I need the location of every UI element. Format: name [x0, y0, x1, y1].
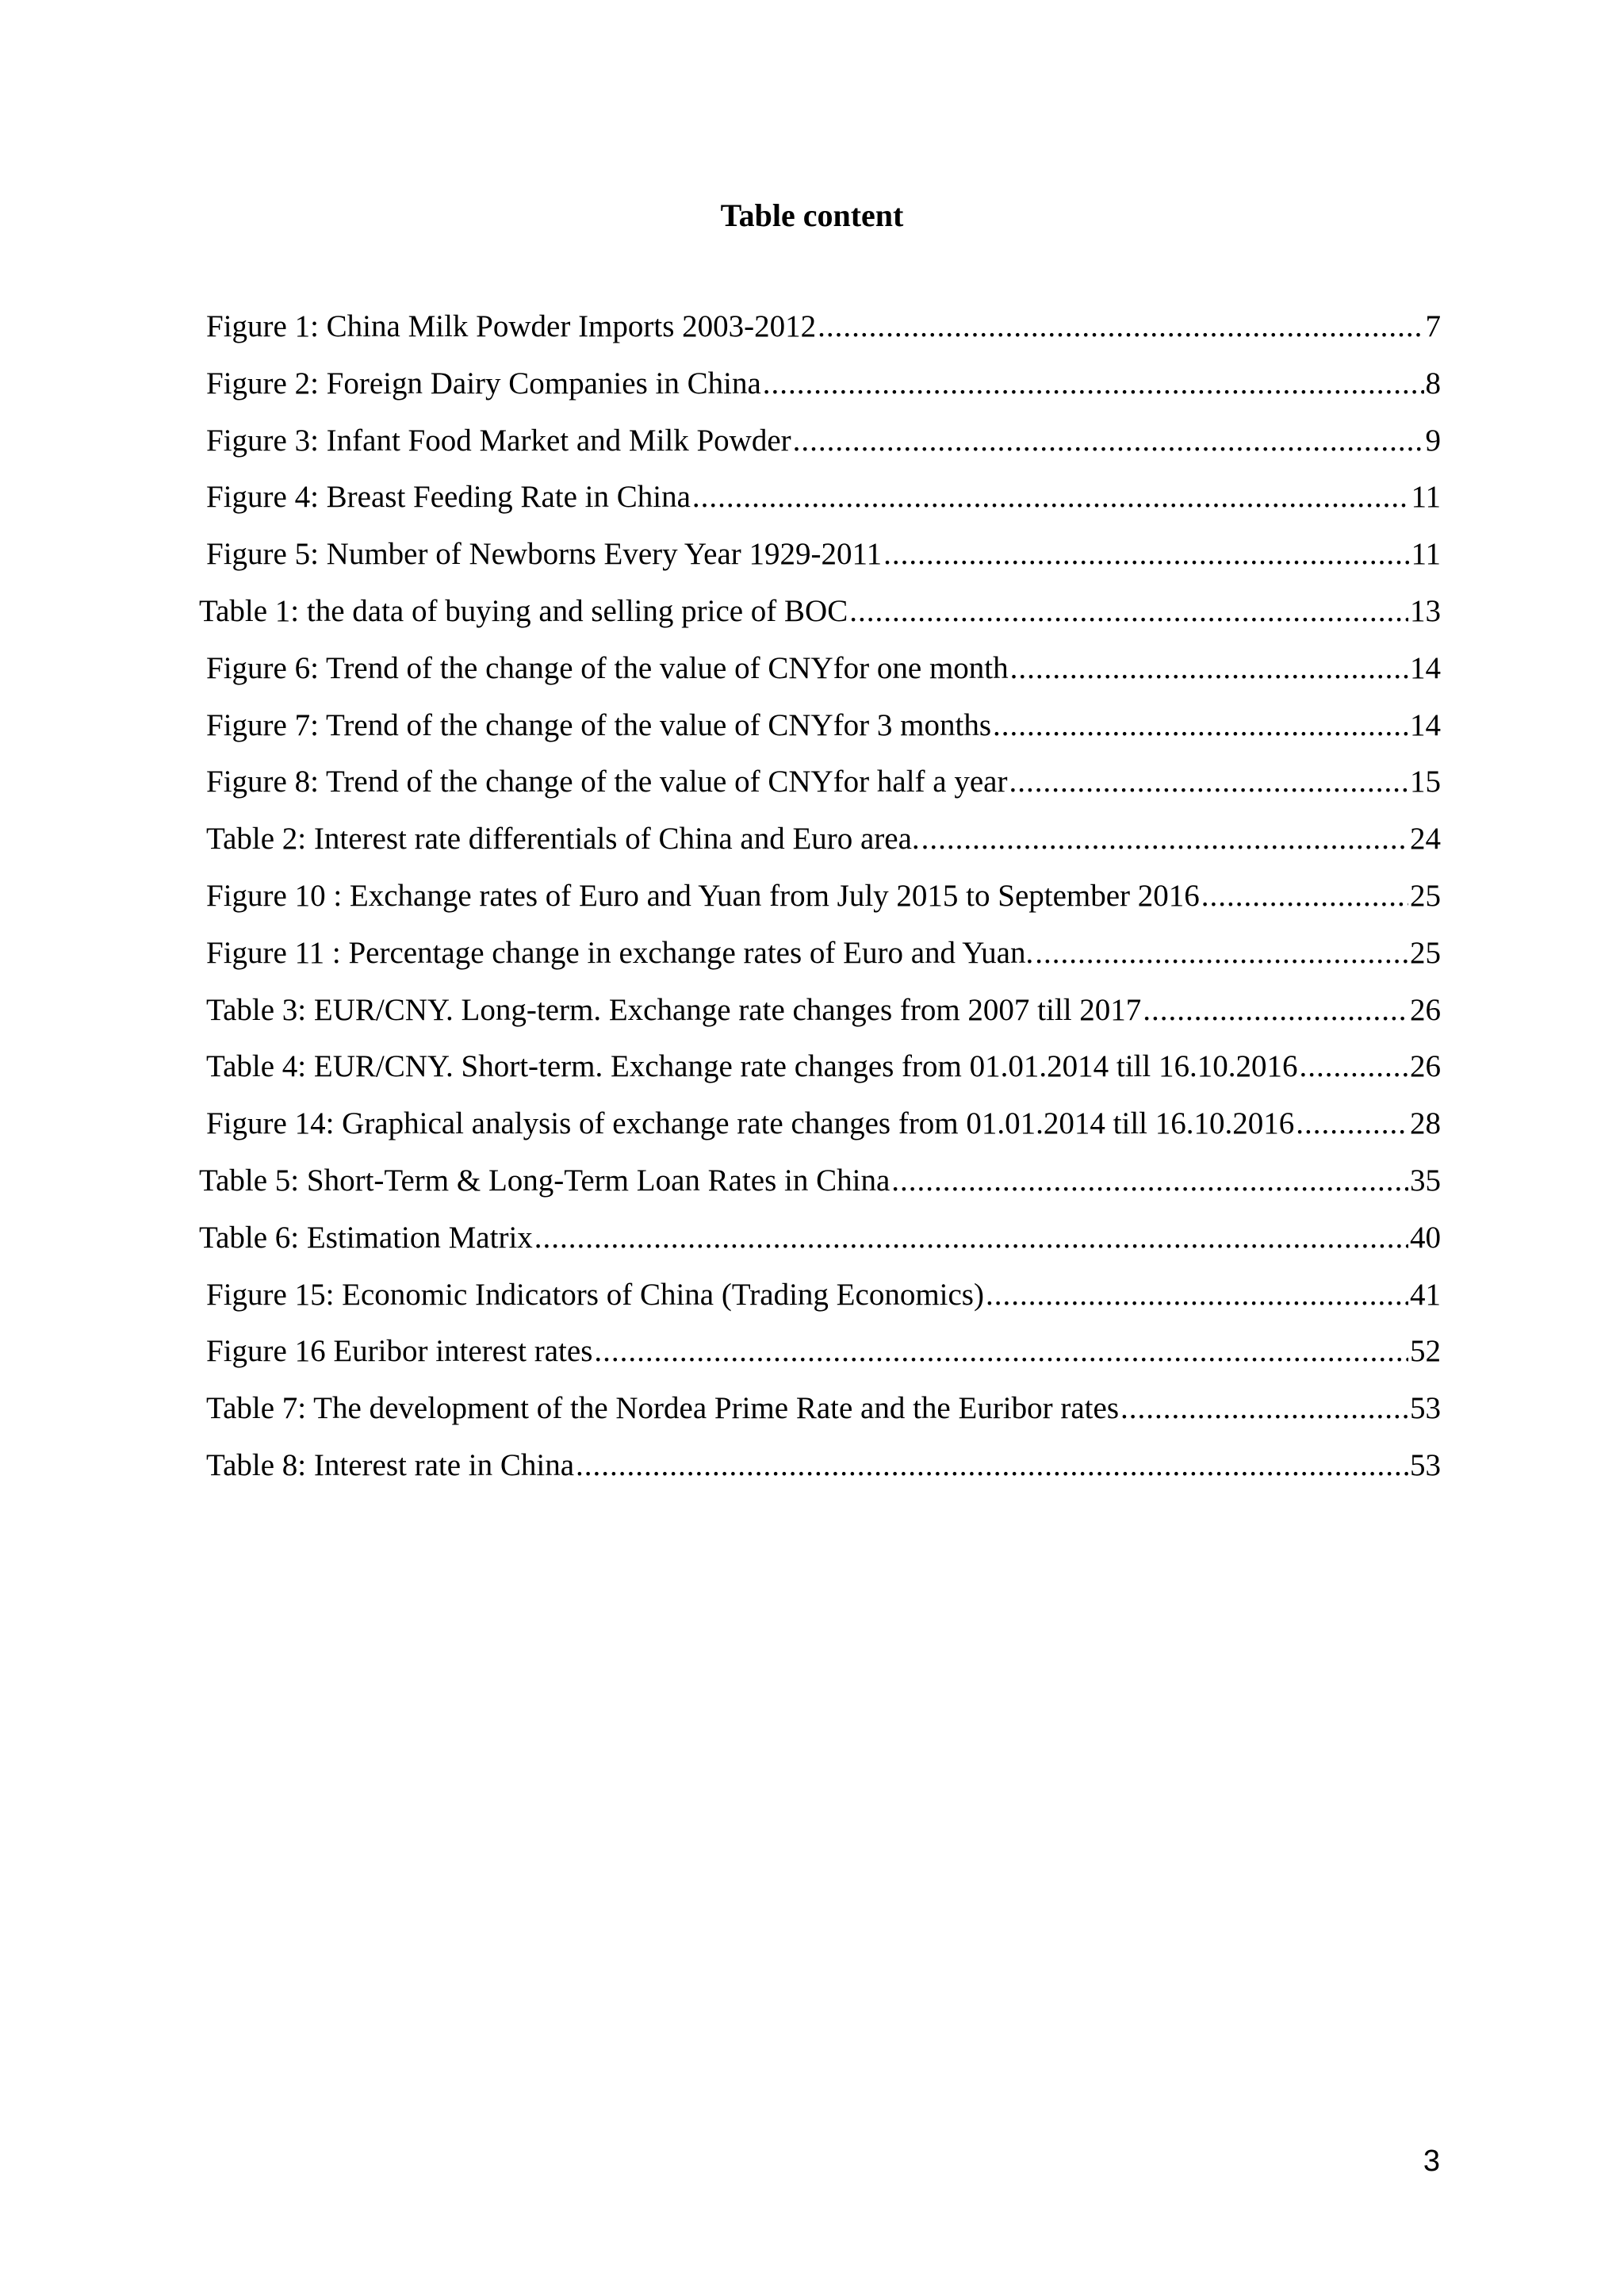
toc-entry-label: Table 8: Interest rate in China [206, 1447, 575, 1482]
toc-entry-row [206, 535, 1441, 573]
toc-entry-page-number: 25 [1410, 878, 1441, 913]
toc-entry-page-number: 26 [1410, 1049, 1441, 1084]
page-title: Table content [720, 197, 904, 233]
toc-dot-leader [1009, 763, 1408, 801]
toc-entry-row [206, 934, 1441, 972]
toc-entry-label: Figure 5: Number of Newborns Every Year 1929-2011 [206, 537, 883, 572]
toc-entry[interactable] [0, 1332, 1624, 1389]
toc-entry-label: Figure 4: Breast Feeding Rate in China [206, 480, 691, 515]
toc-entry-row [206, 1332, 1441, 1370]
toc-entry[interactable] [0, 478, 1624, 535]
toc-entry-label: Figure 10 : Exchange rates of Euro and Yuan from July 2015 to September 2016 [206, 878, 1200, 913]
toc-entry-page-number: 53 [1410, 1391, 1441, 1426]
toc-entry-page-number: 11 [1411, 537, 1441, 572]
toc-entry[interactable] [0, 650, 1624, 707]
toc-entry[interactable] [0, 934, 1624, 991]
toc-entry[interactable] [0, 1105, 1624, 1162]
toc-dot-leader [891, 1162, 1408, 1200]
toc-entry-row [206, 308, 1441, 346]
toc-dot-leader [1299, 1048, 1408, 1086]
toc-entry[interactable] [0, 1219, 1624, 1276]
toc-dot-leader [1143, 991, 1408, 1029]
toc-entry-page-number: 11 [1411, 480, 1441, 515]
toc-entry-page-number: 7 [1425, 309, 1441, 343]
toc-entry-label: Figure 7: Trend of the change of the value of CNYfor 3 months [206, 707, 992, 742]
toc-entry[interactable] [0, 1162, 1624, 1219]
toc-entry-row [206, 707, 1441, 745]
toc-entry-row [206, 650, 1441, 688]
toc-entry-page-number: 14 [1410, 650, 1441, 685]
toc-dot-leader [849, 592, 1408, 631]
toc-entry[interactable] [0, 1048, 1624, 1105]
toc-entry[interactable] [0, 1276, 1624, 1333]
toc-entry-row [206, 820, 1441, 858]
toc-entry[interactable] [0, 820, 1624, 877]
toc-dot-leader [1201, 877, 1408, 915]
toc-entry[interactable] [0, 308, 1624, 365]
toc-entry-label: Table 2: Interest rate differentials of China and Euro area. [206, 822, 920, 857]
toc-entry-label: Figure 1: China Milk Powder Imports 2003-2012 [206, 309, 817, 343]
toc-entry-label: Figure 14: Graphical analysis of exchange rate changes from 01.01.2014 till 16.10.2016 [206, 1106, 1295, 1141]
toc-entry-page-number: 35 [1410, 1163, 1441, 1198]
toc-dot-leader [793, 422, 1424, 460]
toc-entry[interactable] [0, 991, 1624, 1048]
toc-entry-row [206, 991, 1441, 1029]
toc-entry[interactable] [0, 365, 1624, 422]
toc-entry-page-number: 9 [1425, 423, 1441, 458]
toc-entry-page-number: 40 [1410, 1220, 1441, 1255]
toc-entry-page-number: 52 [1410, 1334, 1441, 1369]
toc-entry[interactable] [0, 535, 1624, 592]
toc-dot-leader [594, 1332, 1408, 1370]
toc-dot-leader [986, 1276, 1408, 1314]
toc-entry-label: Table 7: The development of the Nordea Prime Rate and the Euribor rates [206, 1391, 1119, 1426]
page-number: 3 [1423, 2145, 1440, 2178]
toc-entry-page-number: 28 [1410, 1106, 1441, 1141]
table-of-contents [0, 308, 1624, 1504]
toc-entry[interactable] [0, 877, 1624, 934]
toc-entry-row [206, 1276, 1441, 1314]
toc-dot-leader [763, 365, 1424, 403]
toc-entry-label: Table 6: Estimation Matrix [199, 1220, 533, 1255]
toc-dot-leader [921, 820, 1408, 858]
toc-entry-row [206, 1447, 1441, 1485]
toc-entry-row [199, 1219, 1441, 1257]
toc-entry-label: Table 4: EUR/CNY. Short-term. Exchange rate changes from 01.01.2014 till 16.10.2016 [206, 1049, 1298, 1084]
toc-entry-row [206, 1389, 1441, 1428]
toc-dot-leader [576, 1447, 1408, 1485]
toc-entry[interactable] [0, 763, 1624, 820]
toc-entry-page-number: 13 [1410, 593, 1441, 628]
toc-dot-leader [1010, 650, 1408, 688]
toc-entry-label: Figure 11 : Percentage change in exchange rates of Euro and Yuan. [206, 935, 1034, 970]
toc-dot-leader [1296, 1105, 1408, 1143]
toc-entry-page-number: 15 [1410, 765, 1441, 799]
toc-entry-label: Table 5: Short-Term & Long-Term Loan Rates in China [199, 1163, 891, 1198]
toc-entry-row [206, 478, 1441, 516]
toc-entry-page-number: 24 [1410, 822, 1441, 857]
toc-entry-page-number: 8 [1425, 366, 1441, 401]
toc-entry-label: Table 3: EUR/CNY. Long-term. Exchange rate changes from 2007 till 2017 [206, 992, 1142, 1027]
toc-dot-leader [818, 308, 1423, 346]
toc-dot-leader [883, 535, 1409, 573]
toc-entry-label: Table 1: the data of buying and selling price of BOC [199, 593, 848, 628]
toc-dot-leader [993, 707, 1408, 745]
toc-entry-page-number: 53 [1410, 1447, 1441, 1482]
toc-entry-label: Figure 15: Economic Indicators of China (Trading Economics) [206, 1277, 984, 1312]
toc-entry[interactable] [0, 1389, 1624, 1447]
toc-entry[interactable] [0, 422, 1624, 479]
toc-entry-row [206, 763, 1441, 801]
toc-entry-page-number: 26 [1410, 992, 1441, 1027]
toc-entry[interactable] [0, 592, 1624, 650]
toc-entry-label: Figure 8: Trend of the change of the value of CNYfor half a year [206, 765, 1008, 799]
toc-dot-leader [692, 478, 1410, 516]
toc-entry-label: Figure 16 Euribor interest rates [206, 1334, 593, 1369]
toc-entry-row [206, 877, 1441, 915]
toc-entry-page-number: 25 [1410, 935, 1441, 970]
toc-entry-label: Figure 3: Infant Food Market and Milk Powder [206, 423, 791, 458]
toc-dot-leader [1120, 1389, 1408, 1428]
toc-entry-row [206, 1048, 1441, 1086]
toc-entry-label: Figure 6: Trend of the change of the value of CNYfor one month [206, 650, 1009, 685]
toc-dot-leader [1035, 934, 1408, 972]
toc-entry-row [206, 365, 1441, 403]
toc-dot-leader [534, 1219, 1408, 1257]
toc-entry-row [206, 422, 1441, 460]
toc-entry-row [206, 1105, 1441, 1143]
toc-entry-page-number: 41 [1410, 1277, 1441, 1312]
toc-entry[interactable] [0, 707, 1624, 764]
toc-entry-label: Figure 2: Foreign Dairy Companies in China [206, 366, 761, 401]
toc-entry-row [199, 1162, 1441, 1200]
toc-entry-row [199, 592, 1441, 631]
toc-entry-page-number: 14 [1410, 707, 1441, 742]
toc-entry[interactable] [0, 1447, 1624, 1504]
